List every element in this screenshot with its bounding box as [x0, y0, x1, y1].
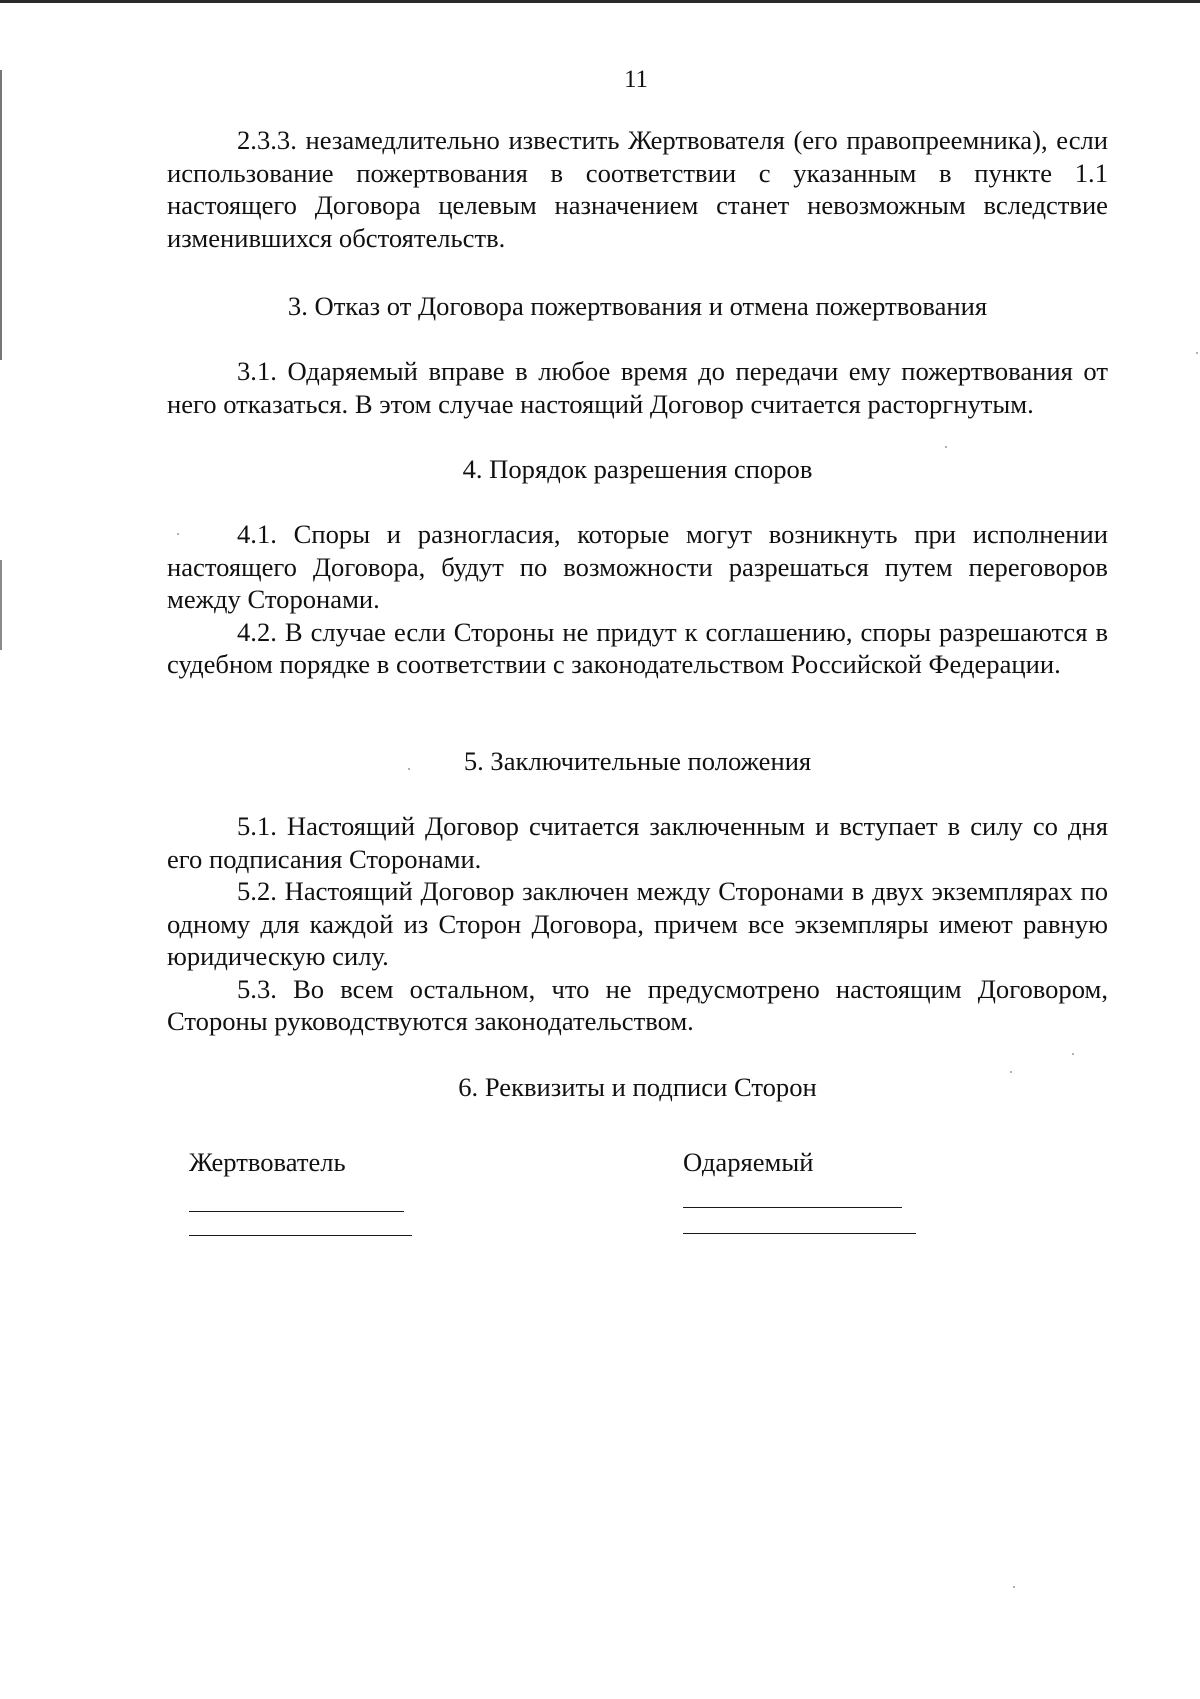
- page-number: 11: [623, 66, 649, 93]
- scan-speck: [1072, 1053, 1074, 1055]
- recipient-name-line: [683, 1233, 916, 1234]
- scan-speck: [945, 446, 947, 448]
- clause-3-1: 3.1. Одаряемый вправе в любое время до передачи ему пожертвования от него отказаться. В этом случае настоящий Договор считается расторгнутым.: [167, 356, 1108, 419]
- donor-name-line: [189, 1235, 412, 1236]
- clause-4-1: 4.1. Споры и разногласия, которые могут возникнуть при исполнении настоящего Договора, будут по возможности разрешаться путем переговоров между Сторонами.: [167, 519, 1108, 614]
- scan-speck: [1010, 1071, 1012, 1073]
- clause-2-3-3: 2.3.3. незамедлительно известить Жертвователя (его правопреемника), если использование пожертвования в соответствии с указанным в пункте 1.1 настоящего Договора целевым назначением станет невозможным вследствие изменившихся обстоятельств.: [167, 125, 1108, 253]
- clause-5-2: 5.2. Настоящий Договор заключен между Сторонами в двух экземплярах по одному для каждой из Сторон Договора, причем все экземпляры имеют равную юридическую силу.: [167, 876, 1108, 971]
- clause-5-1: 5.1. Настоящий Договор считается заключенным и вступает в силу со дня его подписания Сторонами.: [167, 811, 1108, 874]
- section-3-heading: 3. Отказ от Договора пожертвования и отмена пожертвования: [287, 291, 988, 321]
- clause-5-3: 5.3. Во всем остальном, что не предусмотрено настоящим Договором, Стороны руководствуются законодательством.: [167, 973, 1108, 1036]
- scan-border-left: [0, 70, 2, 360]
- scan-speck: [1013, 1586, 1015, 1588]
- scan-border-left-lower: [0, 560, 2, 650]
- clause-2-3-3-block: [167, 124, 1108, 254]
- scan-speck: [1196, 352, 1198, 354]
- section-6-heading: 6. Реквизиты и подписи Сторон: [458, 1072, 817, 1102]
- section-5-heading: 5. Заключительные положения: [463, 746, 812, 776]
- recipient-label: Одаряемый: [683, 1147, 814, 1177]
- clause-3-1-block: [167, 355, 1108, 420]
- section-4-heading: 4. Порядок разрешения споров: [462, 454, 813, 484]
- clause-4-2: 4.2. В случае если Стороны не придут к соглашению, споры разрешаются в судебном порядке в соответствии с законодательством Российской Федерации.: [167, 616, 1108, 679]
- donor-label: Жертвователь: [189, 1147, 346, 1177]
- recipient-signature-line: [683, 1207, 902, 1208]
- section-4-clauses: [167, 518, 1108, 681]
- donor-signature-line: [189, 1211, 404, 1212]
- section-5-clauses: [167, 810, 1108, 1038]
- scan-speck: [408, 768, 410, 770]
- scan-speck: [177, 533, 179, 535]
- scan-border-top: [0, 0, 1200, 3]
